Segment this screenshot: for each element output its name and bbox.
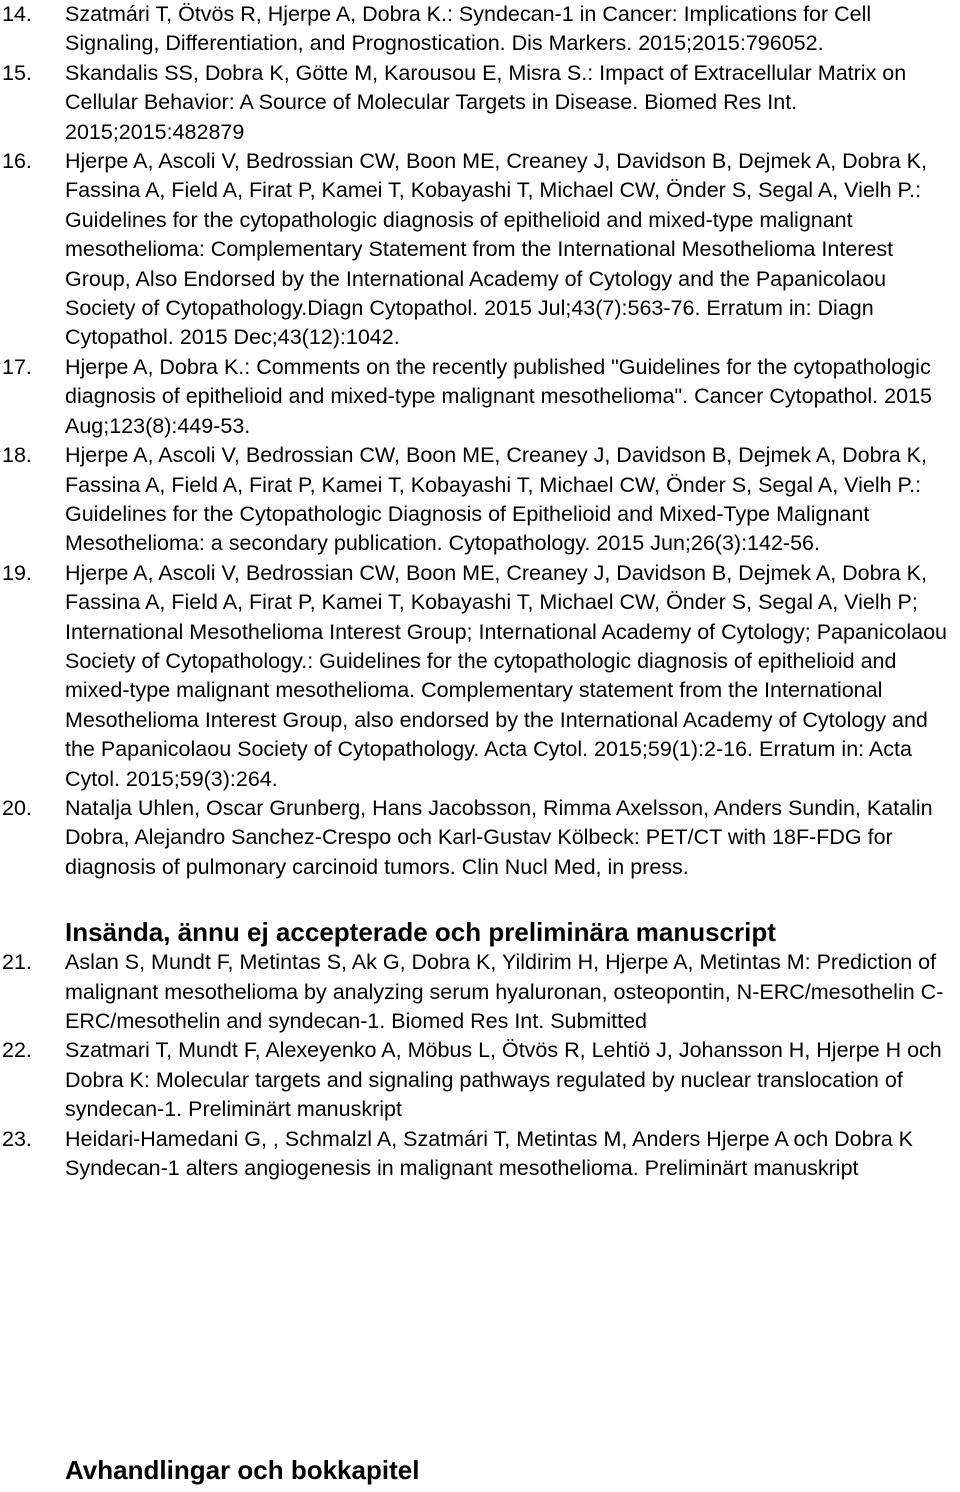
section-heading-accepted: Insända, ännu ej accepterade och preliminära manuscript	[65, 917, 776, 948]
reference-item	[0, 794, 960, 882]
reference-number: 18.	[2, 443, 32, 468]
reference-item	[0, 441, 960, 559]
reference-item	[0, 1125, 960, 1184]
reference-text: Skandalis SS, Dobra K, Götte M, Karousou E, Misra S.: Impact of Extracellular Matrix on Cellular Behavior: A Source of Molecular Targets in Disease. Biomed Res Int. 2015;2015:482879	[65, 60, 907, 144]
reference-item	[0, 0, 960, 59]
reference-text: Hjerpe A, Ascoli V, Bedrossian CW, Boon ME, Creaney J, Davidson B, Dejmek A, Dobra K, Fassina A, Field A, Firat P, Kamei T, Kobayashi T, Michael CW, Önder S, Segal A, Vielh P.: Guidelines for the Cytopathologic Diagnosis of Epithelioid and Mixed-Type Malignant Mesothelioma: a secondary publication. Cytopathology. 2015 Jun;26(3):142-56.	[65, 443, 927, 556]
reference-text: Hjerpe A, Ascoli V, Bedrossian CW, Boon ME, Creaney J, Davidson B, Dejmek A, Dobra K, Fassina A, Field A, Firat P, Kamei T, Kobayashi T, Michael CW, Önder S, Segal A, Vielh P; International Mesothelioma Interest Group; International Academy of Cytology; Papanicolaou Society of Cytopathology.: Guidelines for the cytopathologic diagnosis of epithelioid and mixed-type malignant mesothelioma. Complementary statement from the International Mesothelioma Interest Group, also endorsed by the International Academy of Cytology and the Papanicolaou Society of Cytopathology. Acta Cytol. 2015;59(1):2-16. Erratum in: Acta Cytol. 2015;59(3):264.	[65, 560, 948, 791]
reference-number: 19.	[2, 560, 32, 585]
reference-text: Natalja Uhlen, Oscar Grunberg, Hans Jacobsson, Rimma Axelsson, Anders Sundin, Katalin Dobra, Alejandro Sanchez-Crespo och Karl-Gustav Kölbeck: PET/CT with 18F-FDG for diagnosis of pulmonary carcinoid tumors. Clin Nucl Med, in press.	[65, 795, 933, 879]
reference-number: 14.	[2, 2, 32, 26]
reference-item	[0, 147, 960, 353]
reference-item	[0, 1036, 960, 1124]
reference-item	[0, 948, 960, 1036]
reference-number: 22.	[2, 1038, 32, 1063]
reference-item	[0, 559, 960, 794]
reference-number: 21.	[2, 950, 32, 975]
reference-number: 23.	[2, 1126, 32, 1151]
reference-item	[0, 59, 960, 147]
section-heading-theses: Avhandlingar och bokkapitel	[65, 1455, 420, 1485]
reference-text: Heidari-Hamedani G, , Schmalzl A, Szatmári T, Metintas M, Anders Hjerpe A och Dobra K Syndecan-1 alters angiogenesis in malignant mesothelioma. Preliminärt manuskript	[65, 1126, 914, 1181]
reference-text: Szatmári T, Ötvös R, Hjerpe A, Dobra K.: Syndecan-1 in Cancer: Implications for Cell Signaling, Differentiation, and Prognostication. Dis Markers. 2015;2015:796052.	[65, 2, 872, 56]
reference-text: Aslan S, Mundt F, Metintas S, Ak G, Dobra K, Yildirim H, Hjerpe A, Metintas M: Prediction of malignant mesothelioma by analyzing serum hyaluronan, osteopontin, N-ERC/mesothelin C-ERC/mesothelin and syndecan-1. Biomed Res Int. Submitted	[65, 950, 944, 1033]
reference-item	[0, 353, 960, 441]
reference-text: Hjerpe A, Dobra K.: Comments on the recently published "Guidelines for the cytopathologic diagnosis of epithelioid and mixed-type malignant mesothelioma". Cancer Cytopathol. 2015 Aug;123(8):449-53.	[65, 354, 932, 438]
reference-text: Hjerpe A, Ascoli V, Bedrossian CW, Boon ME, Creaney J, Davidson B, Dejmek A, Dobra K, Fassina A, Field A, Firat P, Kamei T, Kobayashi T, Michael CW, Önder S, Segal A, Vielh P.: Guidelines for the cytopathologic diagnosis of epithelioid and mixed-type malignant mesothelioma: Complementary Statement from the International Mesothelioma Interest Group, Also Endorsed by the International Academy of Cytology and the Papanicolaou Society of Cytopathology.Diagn Cytopathol. 2015 Jul;43(7):563-76. Erratum in: Diagn Cytopathol. 2015 Dec;43(12):1042.	[65, 149, 927, 350]
reference-number: 20.	[2, 795, 32, 820]
reference-number: 15.	[2, 60, 32, 85]
reference-text: Szatmari T, Mundt F, Alexeyenko A, Möbus L, Ötvös R, Lehtiö J, Johansson H, Hjerpe H och Dobra K: Molecular targets and signaling pathways regulated by nuclear translocation of syndecan-1. Preliminärt manuskript	[65, 1038, 942, 1122]
reference-number: 17.	[2, 354, 32, 379]
reference-number: 16.	[2, 149, 32, 174]
